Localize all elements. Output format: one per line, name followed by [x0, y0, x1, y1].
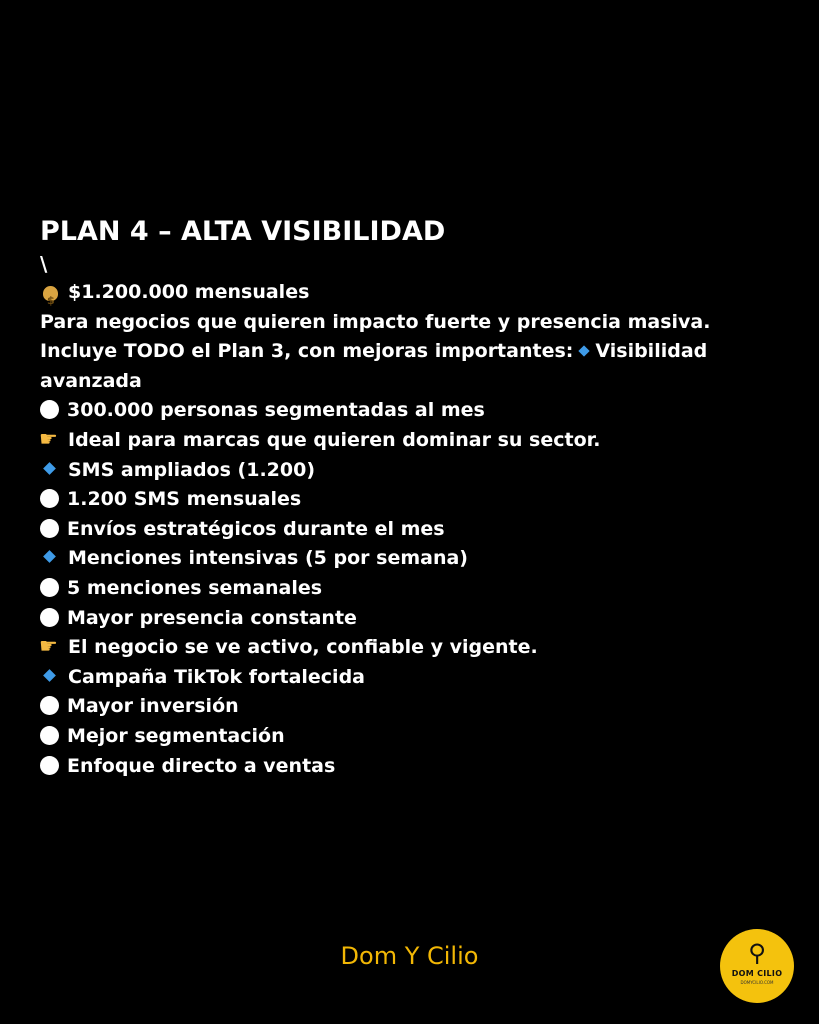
white-circle-icon	[40, 756, 59, 775]
price-line	[40, 278, 780, 308]
feature-item	[40, 396, 780, 426]
logo-brand-text: DOM CILIO	[731, 969, 783, 978]
logo-mark-icon: ⚲	[748, 939, 766, 967]
feature-item	[40, 604, 780, 634]
feature-item-text: Mejor segmentación	[67, 724, 285, 747]
intro-line-2	[40, 337, 780, 367]
logo-domain-text: DOMYCILIO.COM	[740, 980, 774, 985]
feature-item	[40, 574, 780, 604]
feature-item-text: 5 menciones semanales	[67, 576, 323, 599]
feature-item-text: 300.000 personas segmentadas al mes	[67, 399, 485, 422]
intro-line-1: Para negocios que quieren impacto fuerte y presencia masiva.	[40, 310, 711, 333]
blue-diamond-icon	[40, 547, 60, 567]
feature-item	[40, 722, 780, 752]
feature-item	[40, 663, 780, 693]
feature-item	[40, 456, 780, 486]
blue-diamond-icon	[40, 666, 60, 686]
white-circle-icon	[40, 726, 59, 745]
plan-content	[40, 214, 780, 781]
feature-item-text: Envíos estratégicos durante el mes	[67, 517, 445, 540]
feature-item	[40, 633, 780, 663]
backslash-text: \	[40, 252, 48, 276]
feature-item-text: SMS ampliados (1.200)	[68, 458, 315, 481]
blue-diamond-icon	[577, 344, 591, 358]
money-bag-icon	[40, 281, 60, 301]
white-circle-icon	[40, 608, 59, 627]
feature-item-text: Mayor inversión	[67, 695, 239, 718]
price-text: $1.200.000 mensuales	[68, 281, 310, 303]
feature-item	[40, 692, 780, 722]
white-circle-icon	[40, 696, 59, 715]
feature-item	[40, 485, 780, 515]
footer-brand-text: Dom Y Cilio	[340, 942, 479, 970]
feature-item	[40, 544, 780, 574]
plan-title: PLAN 4 – ALTA VISIBILIDAD	[40, 216, 446, 247]
pointing-hand-icon	[40, 429, 60, 449]
feature-item-text: Enfoque directo a ventas	[67, 754, 336, 777]
brand-logo	[720, 929, 794, 1003]
feature-item	[40, 752, 780, 782]
intro-line-3: avanzada	[40, 369, 142, 392]
intro-text-2b: Visibilidad	[595, 340, 708, 363]
feature-list	[40, 396, 780, 781]
white-circle-icon	[40, 489, 59, 508]
pointing-hand-icon	[40, 636, 60, 656]
feature-item-text: 1.200 SMS mensuales	[67, 488, 302, 511]
feature-item-text: El negocio se ve activo, confiable y vigente.	[68, 636, 538, 659]
white-circle-icon	[40, 578, 59, 597]
feature-item-text: Campaña TikTok fortalecida	[68, 665, 365, 688]
feature-item-text: Mayor presencia constante	[67, 606, 357, 629]
intro-text-2: Incluye TODO el Plan 3, con mejoras importantes:	[40, 340, 574, 363]
white-circle-icon	[40, 400, 59, 419]
feature-item-text: Menciones intensivas (5 por semana)	[68, 547, 468, 570]
feature-item	[40, 426, 780, 456]
blue-diamond-icon	[40, 459, 60, 479]
feature-item-text: Ideal para marcas que quieren dominar su sector.	[68, 428, 601, 451]
white-circle-icon	[40, 519, 59, 538]
feature-item	[40, 515, 780, 545]
